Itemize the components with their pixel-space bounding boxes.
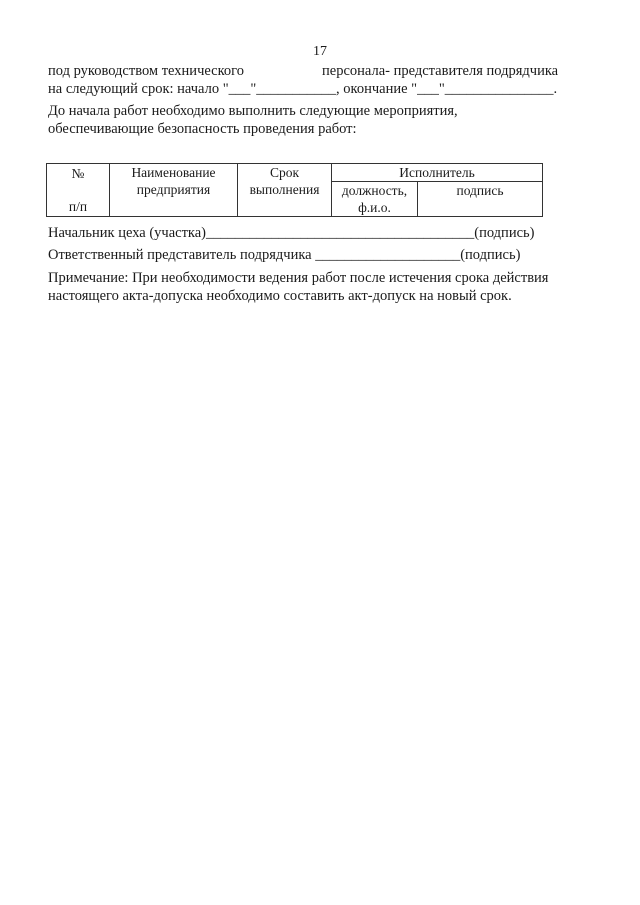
- header-number-cell: [47, 164, 110, 217]
- header-position-line2: ф.и.о.: [358, 200, 391, 215]
- header-term-line2: выполнения: [249, 182, 320, 197]
- measures-paragraph-line1: До начала работ необходимо выполнить следующие мероприятия,: [48, 103, 458, 119]
- header-name-line1: Наименование: [131, 165, 216, 180]
- intro-line1-right: персонала- представителя подрядчика: [322, 63, 559, 79]
- header-name-cell: [110, 164, 238, 217]
- header-number-abbr: п/п: [68, 199, 88, 214]
- header-executor-cell: Исполнитель: [332, 164, 543, 182]
- page-number: 17: [313, 44, 327, 59]
- header-signature-cell: подпись: [418, 182, 543, 217]
- header-term-cell: [238, 164, 332, 217]
- shop-head-signature-line: Начальник цеха (участка)_____________________________________(подпись): [48, 225, 535, 241]
- header-name-line2: предприятия: [136, 182, 211, 197]
- header-number-sign: №: [71, 166, 85, 181]
- header-term-line1: Срок: [269, 165, 300, 180]
- header-position-line1: должность,: [341, 183, 408, 198]
- contractor-rep-signature-line: Ответственный представитель подрядчика ____________________(подпись): [48, 247, 521, 263]
- note-line2: настоящего акта-допуска необходимо составить акт-допуск на новый срок.: [48, 288, 512, 304]
- intro-line2-dates: на следующий срок: начало "___"___________, окончание "___"_______________.: [48, 81, 558, 97]
- header-position-cell: [332, 182, 418, 217]
- note-line1: Примечание: При необходимости ведения работ после истечения срока действия: [48, 270, 549, 286]
- intro-line1-left: под руководством технического: [48, 63, 244, 79]
- measures-paragraph-line2: обеспечивающие безопасность проведения работ:: [48, 121, 357, 137]
- table-header-row: [47, 164, 543, 182]
- measures-table: [46, 163, 543, 217]
